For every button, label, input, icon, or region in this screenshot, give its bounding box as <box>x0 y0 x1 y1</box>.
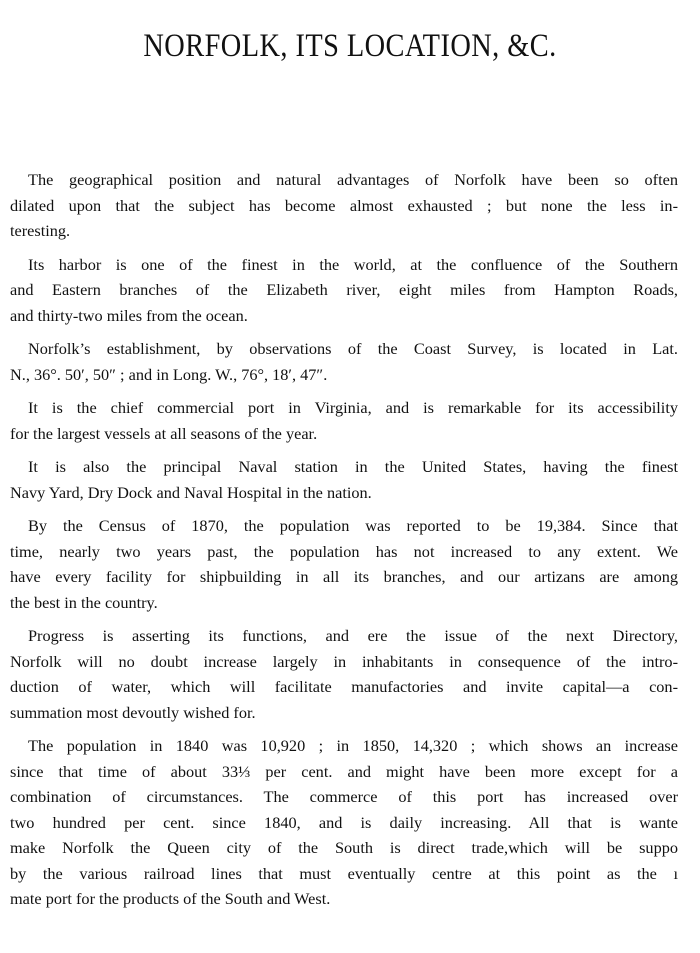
text-line: The population in 1840 was 10,920 ; in 1850, 14,320 ; which shows an increase <box>28 736 678 755</box>
text-line: N., 36°. 50′, 50″ ; and in Long. W., 76°, 18′, 47″. <box>10 364 328 384</box>
text-line: and thirty-two miles from the ocean. <box>10 305 248 325</box>
paragraph-geographical-position <box>10 167 678 244</box>
text-line: the best in the country. <box>10 592 158 612</box>
text-line: Its harbor is one of the finest in the world, at the confluence of the Southern <box>28 254 678 274</box>
text-line: mate port for the products of the South and West. <box>10 889 331 908</box>
body-text <box>10 167 678 920</box>
text-line: dilated upon that the subject has become almost exhausted ; but none the less in- <box>10 195 678 215</box>
paragraph-commercial-port <box>10 395 678 446</box>
text-line: Norfolk will no doubt increase largely in inhabitants in consequence of the intro- <box>10 651 678 671</box>
paragraph-population-history <box>10 733 678 912</box>
text-line: Progress is asserting its functions, and ere the issue of the next Directory, <box>28 626 678 645</box>
text-line: The geographical position and natural advantages of Norfolk have been so often <box>28 170 678 189</box>
paragraph-census <box>10 513 678 615</box>
text-line: teresting. <box>10 221 71 240</box>
text-line: two hundred per cent. since 1840, and is daily increasing. All that is wante <box>10 812 678 832</box>
text-line: since that time of about 33⅓ per cent. and might have been more except for a <box>10 761 678 781</box>
text-line: make Norfolk the Queen city of the South is direct trade,which will be suppo <box>10 838 678 857</box>
paragraph-coordinates <box>10 336 678 387</box>
text-line: combination of circumstances. The commerce of this port has increased over <box>10 787 678 806</box>
text-line: for the largest vessels at all seasons of the year. <box>10 423 318 443</box>
text-line: Norfolk’s establishment, by observations of the Coast Survey, is located in Lat. <box>28 339 678 358</box>
text-line: have every facility for shipbuilding in all its branches, and our artizans are among <box>10 567 678 586</box>
text-line: by the various railroad lines that must eventually centre at this point as the ı <box>10 863 678 883</box>
text-line: It is the chief commercial port in Virginia, and is remarkable for its accessibility <box>28 398 678 417</box>
text-line: By the Census of 1870, the population was reported to be 19,384. Since that <box>28 516 678 535</box>
text-line: Navy Yard, Dry Dock and Naval Hospital in the nation. <box>10 482 372 502</box>
text-line: duction of water, which will facilitate manufactories and invite capital—a con- <box>10 677 678 696</box>
paragraph-naval-station <box>10 454 678 505</box>
text-line: summation most devoutly wished for. <box>10 702 256 722</box>
text-line: and Eastern branches of the Elizabeth river, eight miles from Hampton Roads, <box>10 280 678 299</box>
page-title: NORFOLK, ITS LOCATION, &C. <box>143 28 557 64</box>
text-line: It is also the principal Naval station in the United States, having the finest <box>28 457 678 476</box>
paragraph-harbor <box>10 252 678 329</box>
paragraph-progress <box>10 623 678 725</box>
text-line: time, nearly two years past, the population has not increased to any extent. We <box>10 541 678 561</box>
